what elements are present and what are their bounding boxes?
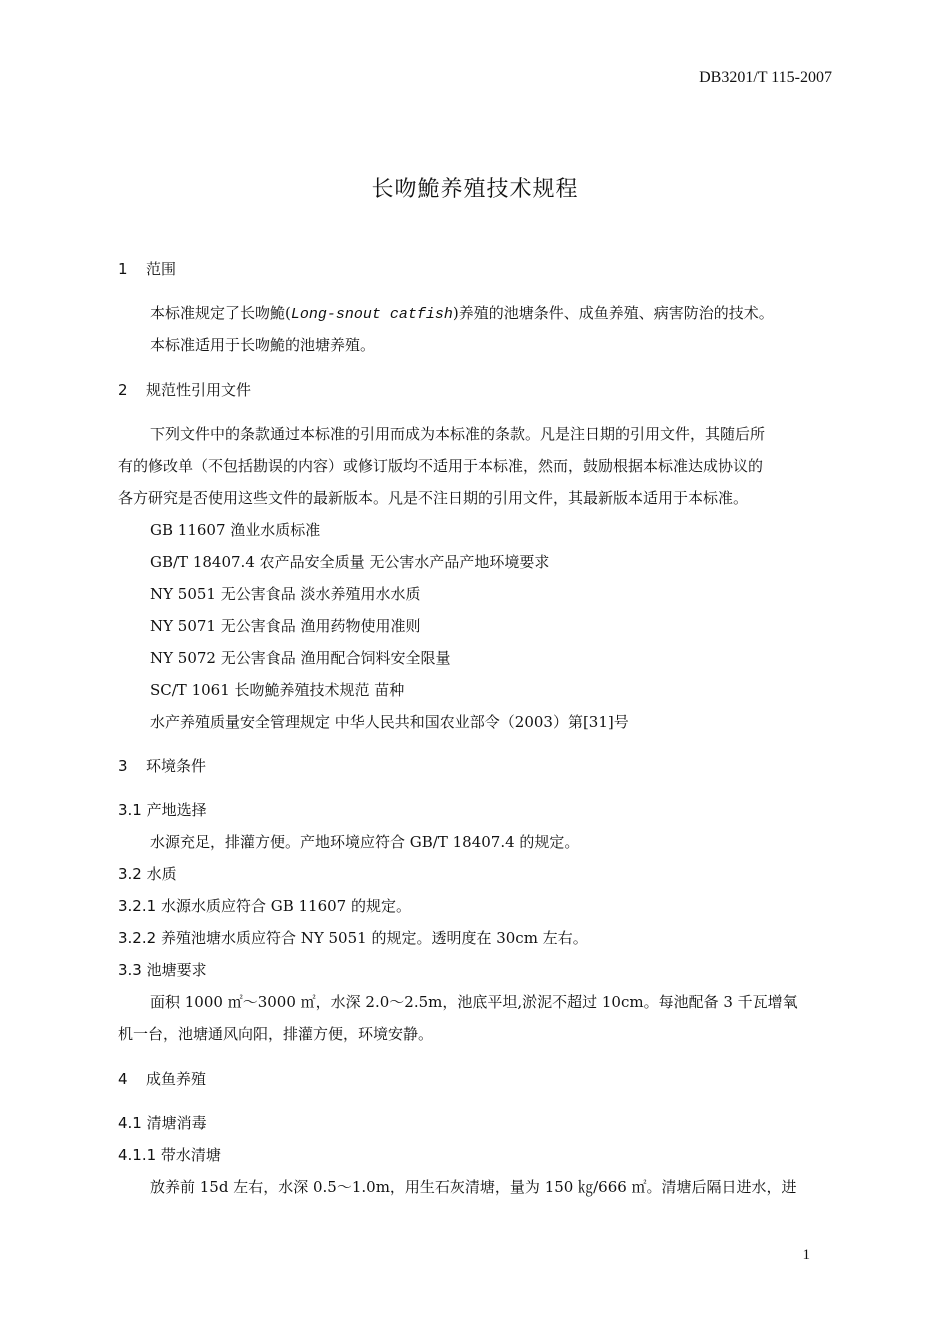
section-number: 3 — [118, 757, 128, 775]
section-2-heading — [118, 379, 251, 400]
paragraph-line: 有的修改单（不包括勘误的内容）或修订版均不适用于本标准，然而，鼓励根据本标准达成协议的 — [118, 457, 764, 475]
reference-item: SC/T 1061 长吻鮠养殖技术规范 苗种 — [150, 681, 405, 699]
subsection-heading: 4.1.1 带水清塘 — [118, 1146, 221, 1164]
page-number: 1 — [802, 1247, 810, 1263]
reference-item: GB/T 18407.4 农产品安全质量 无公害水产品产地环境要求 — [150, 553, 550, 571]
paragraph-line: 各方研究是否使用这些文件的最新版本。凡是不注日期的引用文件，其最新版本适用于本标准。 — [118, 489, 749, 507]
paragraph-scope — [150, 302, 774, 323]
clause-text: 水源水质应符合 GB 11607 的规定。 — [156, 897, 411, 915]
paragraph-line: 水源充足，排灌方便。产地环境应符合 GB/T 18407.4 的规定。 — [150, 833, 580, 851]
paragraph-applicability: 本标准适用于长吻鮠的池塘养殖。 — [150, 336, 376, 354]
text-pre: 本标准规定了长吻鮠( — [150, 304, 291, 322]
page-title: 长吻鮠养殖技术规程 — [371, 177, 579, 202]
clause-text: 养殖池塘水质应符合 NY 5051 的规定。透明度在 30cm 左右。 — [156, 929, 588, 947]
section-title: 环境条件 — [146, 757, 207, 775]
section-number: 4 — [118, 1070, 128, 1088]
subsection-heading: 3.1 产地选择 — [118, 801, 207, 819]
reference-item: NY 5072 无公害食品 渔用配合饲料安全限量 — [150, 649, 451, 667]
paragraph-line: 放养前 15d 左右，水深 0.5～1.0m，用生石灰清塘，量为 150 ㎏/666 ㎡。清塘后隔日进水，进 — [150, 1178, 797, 1196]
text-post: )养殖的池塘条件、成鱼养殖、病害防治的技术。 — [452, 304, 774, 322]
subsection-heading: 4.1 清塘消毒 — [118, 1114, 207, 1132]
clause-3-2-1 — [118, 895, 411, 916]
reference-item: NY 5051 无公害食品 淡水养殖用水水质 — [150, 585, 421, 603]
section-4-heading — [118, 1068, 206, 1089]
clause-number: 3.2.2 — [118, 929, 157, 947]
paragraph-line: 下列文件中的条款通过本标准的引用而成为本标准的条款。凡是注日期的引用文件，其随后所 — [150, 425, 766, 443]
latin-name: Long-snout catfish — [290, 306, 453, 323]
reference-item: 水产养殖质量安全管理规定 中华人民共和国农业部令（2003）第[31]号 — [150, 713, 629, 731]
section-number: 2 — [118, 381, 128, 399]
section-3-heading — [118, 755, 206, 776]
paragraph-line: 面积 1000 ㎡～3000 ㎡，水深 2.0～2.5m，池底平坦,淤泥不超过 10cm。每池配备 3 千瓦增氧 — [150, 993, 798, 1011]
clause-number: 3.2.1 — [118, 897, 157, 915]
reference-item: NY 5071 无公害食品 渔用药物使用准则 — [150, 617, 421, 635]
subsection-heading: 3.3 池塘要求 — [118, 961, 207, 979]
section-title: 成鱼养殖 — [146, 1070, 207, 1088]
section-1-heading — [118, 258, 176, 279]
reference-item: GB 11607 渔业水质标准 — [150, 521, 321, 539]
section-number: 1 — [118, 260, 128, 278]
section-title: 规范性引用文件 — [146, 381, 252, 399]
paragraph-line: 机一台，池塘通风向阳，排灌方便，环境安静。 — [118, 1025, 434, 1043]
document-code: DB3201/T 115-2007 — [699, 69, 832, 86]
section-title: 范围 — [146, 260, 177, 278]
clause-3-2-2 — [118, 927, 588, 948]
subsection-heading: 3.2 水质 — [118, 865, 177, 883]
